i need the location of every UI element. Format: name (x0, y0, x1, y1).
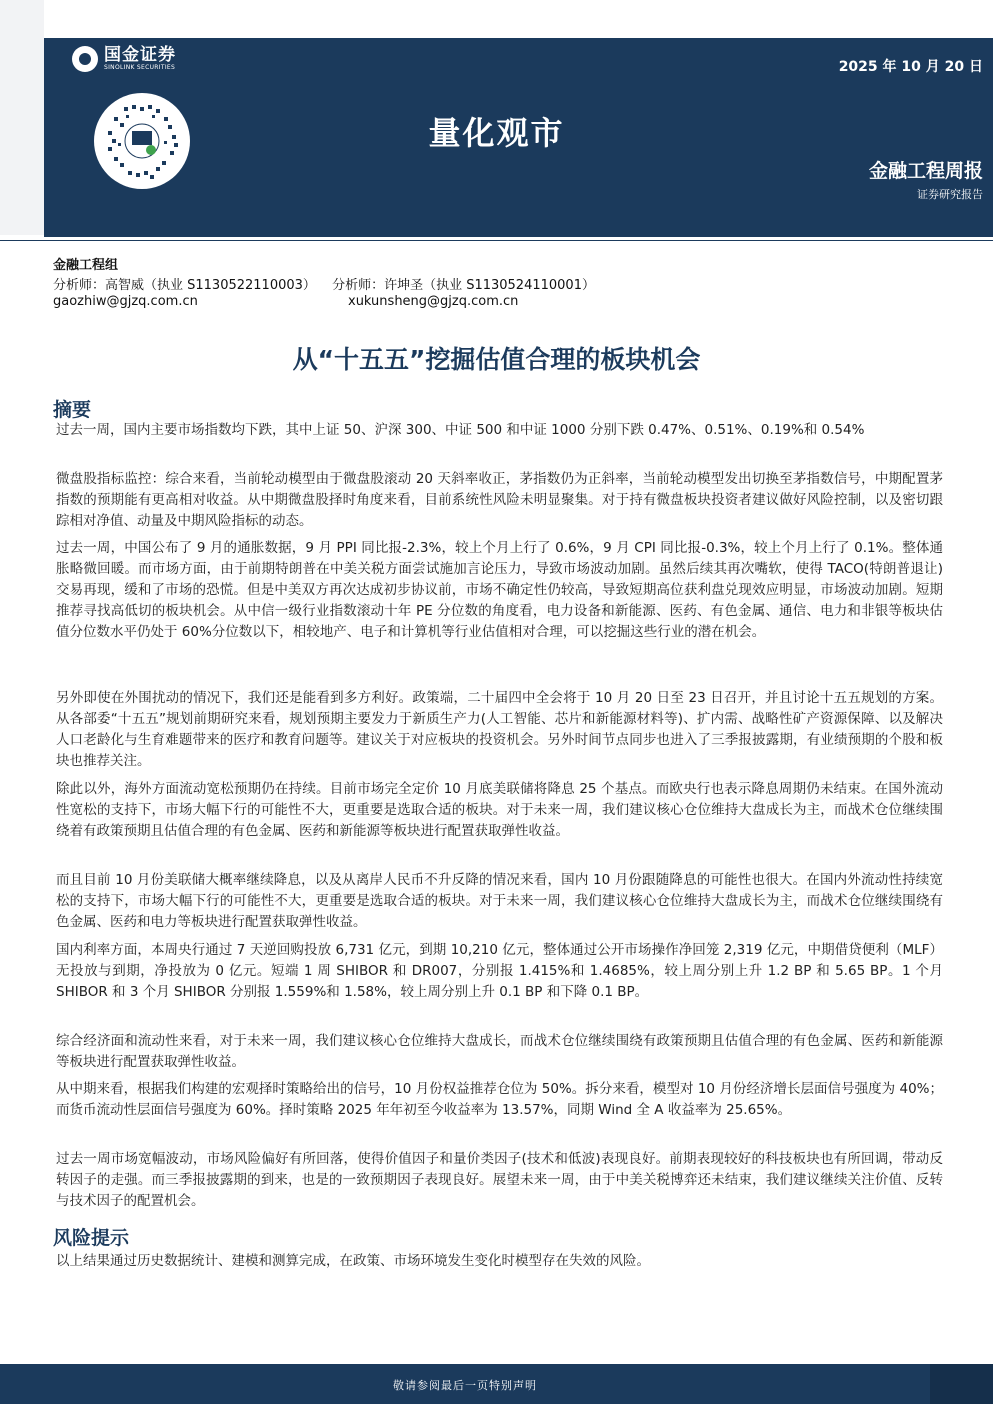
risk-heading: 风险提示 (53, 1227, 130, 1249)
disclaimer-note: 敬请参阅最后一页特别声明 (393, 1379, 537, 1392)
summary-heading: 摘要 (53, 399, 92, 421)
footer-accent (930, 1364, 993, 1404)
report-date: 2025 年 10 月 20 日 (838, 59, 983, 75)
summary-paragraph: 微盘股指标监控：综合来看，当前轮动模型由于微盘股滚动 20 天斜率收正，茅指数仍为正斜率，当前轮动模型发出切换至茅指数信号，中期配置茅指数的预期能有更高相对收益。从中期微盘股择时角度来看，目前系统性风险未明显聚集。对于持有微盘板块投资者建议做好风险控制，以及密切跟踪相对净值、动量及中期风险指标的动态。 (56, 471, 943, 529)
header-rule (0, 240, 993, 241)
sinolink-logo-icon (72, 46, 98, 72)
summary-paragraph: 综合经济面和流动性来看，对于未来一周，我们建议核心仓位维持大盘成长，而战术仓位继续围绕有政策预期且估值合理的有色金属、医药和新能源等板块进行配置获取弹性收益。 (56, 1033, 943, 1070)
report-title: 从“十五五”挖掘估值合理的板块机会 (292, 345, 701, 374)
summary-paragraph: 除此以外，海外方面流动宽松预期仍在持续。目前市场完全定价 10 月底美联储将降息 25 个基点。而欧央行也表示降息周期仍未结束。在国外流动性宽松的支持下，市场大幅下行的可能性不大，更重要是选取合适的板块。对于未来一周，我们建议核心仓位维持大盘成长为主，而战术仓位继续围绕着有政策预期且估值合理的有色金属、医药和新能源等板块进行配置获取弹性收益。 (56, 781, 943, 839)
analyst-2: 分析师：许坤圣（执业 S1130524110001） (332, 278, 595, 293)
logo-english-name: SINOLINK SECURITIES (104, 64, 176, 71)
risk-text: 以上结果通过历史数据统计、建模和测算完成，在政策、市场环境发生变化时模型存在失效的风险。 (56, 1253, 650, 1269)
summary-paragraph: 过去一周市场宽幅波动，市场风险偏好有所回落，使得价值因子和量价类因子(技术和低波)表现良好。前期表现较好的科技板块也有所回调，带动反转因子的走强。而三季报披露期的到来，也是的一致预期因子表现良好。展望未来一周，由于中美关税博弈还未结束，我们建议继续关注价值、反转与技术因子的配置机会。 (56, 1151, 943, 1209)
logo-chinese-name: 国金证券 (104, 45, 176, 65)
analyst-2-email[interactable]: xukunsheng@gjzq.com.cn (348, 294, 519, 309)
summary-paragraph: 从中期来看，根据我们构建的宏观择时策略给出的信号，10 月份权益推荐仓位为 50%。拆分来看，模型对 10 月份经济增长层面信号强度为 40%；而货币流动性层面信号强度为 60%。择时策略 2025 年年初至今收益率为 13.57%，同期 Wind 全 A 收益率为 25.65%。 (56, 1081, 943, 1118)
analyst-1: 分析师：高智威（执业 S1130522110003） (53, 278, 316, 293)
summary-paragraph: 而且目前 10 月份美联储大概率继续降息，以及从离岸人民币不升反降的情况来看，国内 10 月份跟随降息的可能性也很大。在国内外流动性持续宽松的支持下，市场大幅下行的可能性不大，更重要是选取合适的板块。对于未来一周，我们建议核心仓位维持大盘成长为主，而战术仓位继续围绕有色金属、医药和电力等板块进行配置获取弹性收益。 (56, 872, 943, 930)
analyst-line (53, 274, 607, 293)
summary-paragraph: 过去一周，中国公布了 9 月的通胀数据，9 月 PPI 同比报-2.3%，较上个月上行了 0.6%，9 月 CPI 同比报-0.3%，较上个月上行了 0.1%。整体通胀略微回暖。而市场方面，由于前期特朗普在中美关税方面尝试施加言论压力，导致市场波动加剧。虽然后续其再次嘴软，使得 TACO(特朗普退让)交易再现，缓和了市场的恐慌。但是中美双方再次达成初步协议前，市场不确定性仍较高，导致短期高位获利盘兑现效应明显，市场波动加剧。短期推荐寻找高低切的板块机会。从中信一级行业指数滚动十年 PE 分位数的角度看，电力设备和新能源、医药、有色金属、通信、电力和非银等板块估值分位数水平仍处于 60%分位数以下，相较地产、电子和计算机等行业估值相对合理，可以挖掘这些行业的潜在机会。 (56, 540, 943, 640)
report-series: 金融工程周报 (868, 160, 983, 182)
analyst-1-email[interactable]: gaozhiw@gjzq.com.cn (53, 294, 198, 309)
summary-paragraph: 另外即使在外围扰动的情况下，我们还是能看到多方利好。政策端，二十届四中全会将于 10 月 20 日至 23 日召开，并且讨论十五五规划的方案。从各部委“十五五”规划前期研究来看，规划预期主要发力于新质生产力(人工智能、芯片和新能源材料等)、扩内需、战略性矿产资源保障、以及解决人口老龄化与生育难题带来的医疗和教育问题等。建议关于对应板块的投资机会。另外时间节点同步也进入了三季报披露期，有业绩预期的个股和板块也推荐关注。 (56, 690, 943, 769)
summary-paragraph: 过去一周，国内主要市场指数均下跌，其中上证 50、沪深 300、中证 500 和中证 1000 分别下跌 0.47%、0.51%、0.19%和 0.54% (56, 422, 865, 438)
company-logo (72, 46, 176, 72)
page-title: 量化观市 (428, 114, 565, 152)
report-type: 证券研究报告 (917, 188, 983, 201)
summary-paragraph: 国内利率方面，本周央行通过 7 天逆回购投放 6,731 亿元，到期 10,210 亿元，整体通过公开市场操作净回笼 2,319 亿元，中期借贷便利（MLF）无投放与到期，净投放为 0 亿元。短端 1 周 SHIBOR 和 DR007，分别报 1.415%和 1.4685%，较上周分别上升 1.2 BP 和 5.65 BP。1 个月 SHIBOR 和 3 个月 SHIBOR 分别报 1.559%和 1.58%，较上周分别上升 0.1 BP 和下降 0.1 BP。 (56, 942, 943, 1000)
header-underline (44, 231, 993, 237)
team-name: 金融工程组 (53, 258, 119, 273)
